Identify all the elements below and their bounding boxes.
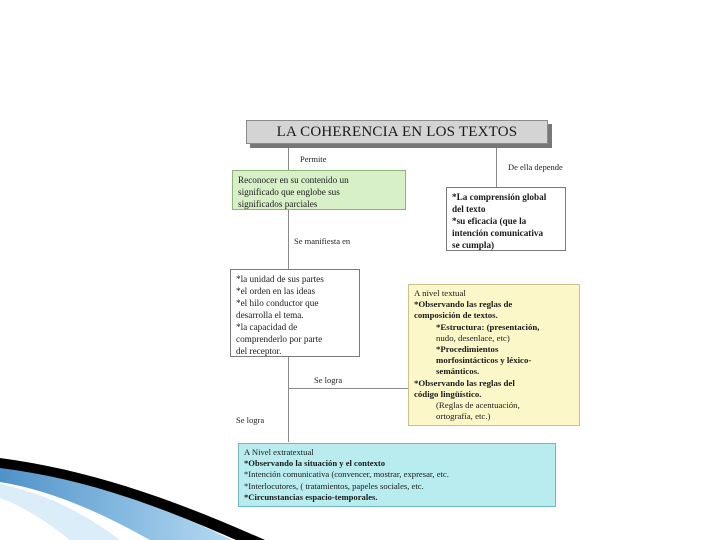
box-line: *Observando las reglas del <box>414 377 515 388</box>
box-line: (Reglas de acentuación, <box>436 400 520 411</box>
box-heading: A Nivel extratextual <box>244 447 314 457</box>
box-line: semánticos. <box>436 366 480 377</box>
box-line: ortografía, etc.) <box>436 411 491 422</box>
connector-title-down <box>288 143 289 171</box>
label-permite: Permite <box>300 154 327 164</box>
label-de-ella-depende: De ella depende <box>508 162 563 172</box>
box-line: composición de textos. <box>414 310 498 321</box>
box-line: significados parciales <box>238 199 318 209</box>
label-se-logra-1: Se logra <box>314 375 343 385</box>
box-line: *Circunstancias espacio-temporales. <box>244 491 378 502</box>
box-line: *el hilo conductor que <box>236 298 319 308</box>
connector-unidad-down <box>288 356 289 442</box>
box-line: código lingüístico. <box>414 388 482 399</box>
box-line: *Interlocutores, ( tratamientos, papeles sociales, etc. <box>244 480 424 491</box>
box-line: significado que englobe sus <box>238 187 340 197</box>
box-line: Reconocer en su contenido un <box>238 175 349 185</box>
box-reconocer <box>232 170 406 210</box>
box-line: *la capacidad de <box>236 322 298 332</box>
box-line: morfosintácticos y léxico- <box>436 355 532 366</box>
box-line: comprenderlo por parte <box>236 334 323 344</box>
box-line: desarrolla el tema. <box>236 310 304 320</box>
box-comprension <box>446 187 566 251</box>
connector-selogra-horizontal <box>288 388 408 389</box>
box-nivel-textual <box>408 284 580 426</box>
connector-title-right <box>496 143 497 187</box>
box-line: del texto <box>452 204 486 214</box>
box-line: *La comprensión global <box>452 192 547 202</box>
box-unidad <box>230 269 360 357</box>
box-line: *Observando las reglas de <box>414 299 513 310</box>
diagram-title: LA COHERENCIA EN LOS TEXTOS <box>246 120 548 144</box>
box-heading: A nivel textual <box>414 288 466 298</box>
label-se-logra-2: Se logra <box>236 415 265 425</box>
box-line: *su eficacia (que la <box>452 216 527 226</box>
box-line: *Estructura: (presentación, <box>436 321 540 332</box>
box-line: *Observando la situación y el contexto <box>244 458 386 469</box>
box-line: se cumpla) <box>452 240 495 250</box>
box-line: nudo, desenlace, etc) <box>436 332 510 343</box>
box-line: *el orden en las ideas <box>236 286 316 296</box>
connector-green-down <box>288 209 289 269</box>
box-line: intención comunicativa <box>452 228 544 238</box>
label-se-manifiesta: Se manifiesta en <box>294 236 351 246</box>
decorative-swoosh <box>0 448 300 540</box>
box-line: *Intención comunicativa (convencer, mostrar, expresar, etc. <box>244 469 449 480</box>
box-line: del receptor. <box>236 346 282 356</box>
box-line: *Procedimientos <box>436 344 499 355</box>
box-line: *la unidad de sus partes <box>236 274 324 284</box>
